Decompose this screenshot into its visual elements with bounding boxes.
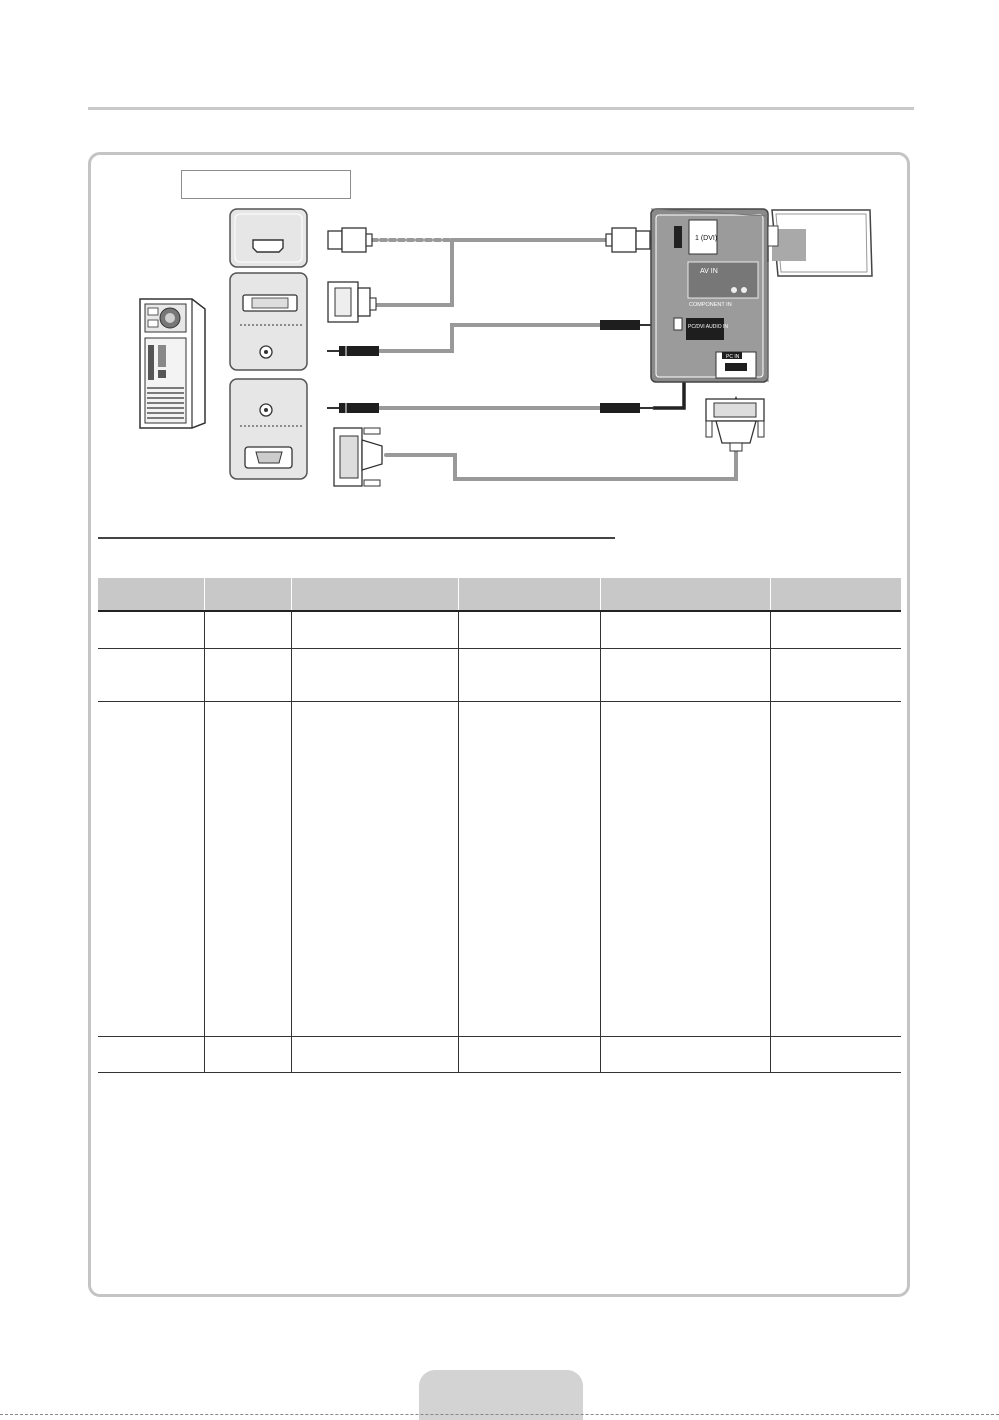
av-in-label: AV IN <box>700 268 718 275</box>
table-row <box>98 648 901 701</box>
table-cell <box>204 701 291 1036</box>
pc-dvi-audio-in-label: PC/DVI AUDIO IN <box>688 324 729 330</box>
hdmi-port-panel <box>230 209 307 267</box>
dsub-audio-port-panel <box>230 379 307 479</box>
pc-in-label: PC IN <box>726 354 740 360</box>
table-cell <box>770 701 901 1036</box>
column-header <box>204 578 291 611</box>
audio-jack-icon <box>327 346 379 356</box>
table-row <box>98 1036 901 1072</box>
dvi-plug-icon <box>328 282 376 322</box>
table-cell <box>291 701 458 1036</box>
dvi-cable <box>376 240 452 305</box>
table-cell <box>204 1036 291 1072</box>
table-cell <box>291 1036 458 1072</box>
page-number-tab <box>419 1370 583 1420</box>
table-cell <box>770 1036 901 1072</box>
audio-jack-tv-icon <box>600 403 654 413</box>
table-cell <box>600 648 770 701</box>
table-cell <box>458 648 600 701</box>
table-cell <box>458 611 600 648</box>
column-header <box>458 578 600 611</box>
dsub-plug-tv-icon <box>706 399 764 451</box>
table-cell <box>204 611 291 648</box>
component-in-label: COMPONENT IN <box>689 302 732 308</box>
column-header <box>98 578 204 611</box>
table-title-rule <box>98 537 615 539</box>
table-cell <box>291 648 458 701</box>
table-cell <box>98 648 204 701</box>
page-bottom-dashed-rule <box>0 1414 999 1415</box>
table-cell <box>770 648 901 701</box>
dsub-cable <box>386 450 736 479</box>
table-cell <box>98 611 204 648</box>
table-header-row <box>98 578 901 611</box>
pc-tower-icon <box>140 299 205 428</box>
column-header <box>291 578 458 611</box>
hdmi-plug-icon <box>328 228 372 252</box>
table-cell <box>600 701 770 1036</box>
hdmi-plug-tv-icon <box>606 228 650 252</box>
column-header <box>600 578 770 611</box>
spec-table <box>98 578 901 1073</box>
table-cell <box>600 611 770 648</box>
table-row <box>98 611 901 648</box>
table-cell <box>770 611 901 648</box>
table-cell <box>98 701 204 1036</box>
table-cell <box>98 1036 204 1072</box>
dvi-audio-port-panel <box>230 273 307 370</box>
column-header <box>770 578 901 611</box>
table-cell <box>458 701 600 1036</box>
table-row <box>98 701 901 1036</box>
audio-jack-tv-icon <box>600 320 654 330</box>
connection-diagram <box>0 0 999 520</box>
table-cell <box>291 611 458 648</box>
table-cell <box>204 648 291 701</box>
table-cell <box>600 1036 770 1072</box>
audio-cable-1 <box>380 325 600 351</box>
audio-jack-icon <box>327 403 379 413</box>
table-cell <box>458 1036 600 1072</box>
hdmi-port-label: 1 (DVI) <box>695 235 718 242</box>
dsub-plug-icon <box>334 428 382 486</box>
